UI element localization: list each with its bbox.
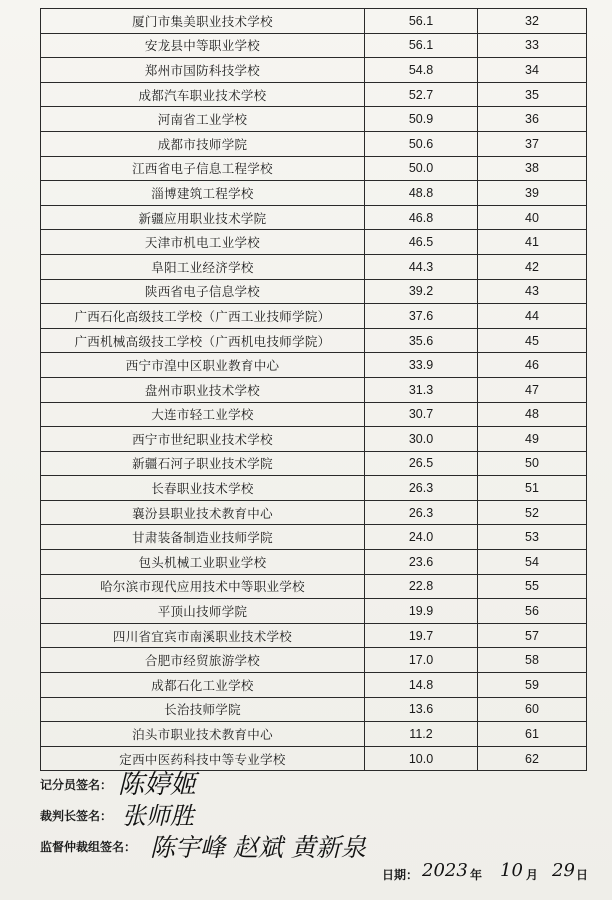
score-cell: 19.9 <box>365 599 478 624</box>
rank-cell: 35 <box>478 82 587 107</box>
score-cell: 39.2 <box>365 279 478 304</box>
score-cell: 31.3 <box>365 377 478 402</box>
results-table <box>40 8 587 771</box>
score-cell: 52.7 <box>365 82 478 107</box>
rank-cell: 37 <box>478 131 587 156</box>
date-day: 29 <box>552 860 575 881</box>
table-row <box>41 254 587 279</box>
score-cell: 26.3 <box>365 500 478 525</box>
table-row <box>41 574 587 599</box>
school-name-cell: 定西中医药科技中等专业学校 <box>41 746 365 771</box>
table-row <box>41 230 587 255</box>
rank-cell: 55 <box>478 574 587 599</box>
rank-cell: 48 <box>478 402 587 427</box>
table-row <box>41 304 587 329</box>
table-row <box>41 353 587 378</box>
school-name-cell: 平顶山技师学院 <box>41 599 365 624</box>
score-cell: 24.0 <box>365 525 478 550</box>
rank-cell: 58 <box>478 648 587 673</box>
score-cell: 26.3 <box>365 476 478 501</box>
table-row <box>41 9 587 34</box>
supervisor-signature-label: 监督仲裁组签名： <box>40 840 137 854</box>
score-cell: 56.1 <box>365 9 478 34</box>
rank-cell: 38 <box>478 156 587 181</box>
score-cell: 46.5 <box>365 230 478 255</box>
rank-cell: 32 <box>478 9 587 34</box>
school-name-cell: 成都市技师学院 <box>41 131 365 156</box>
table-row <box>41 402 587 427</box>
rank-cell: 51 <box>478 476 587 501</box>
rank-cell: 62 <box>478 746 587 771</box>
rank-cell: 46 <box>478 353 587 378</box>
rank-cell: 49 <box>478 427 587 452</box>
school-name-cell: 长治技师学院 <box>41 697 365 722</box>
score-cell: 50.6 <box>365 131 478 156</box>
score-cell: 26.5 <box>365 451 478 476</box>
school-name-cell: 合肥市经贸旅游学校 <box>41 648 365 673</box>
table-row <box>41 181 587 206</box>
rank-cell: 42 <box>478 254 587 279</box>
rank-cell: 56 <box>478 599 587 624</box>
table-row <box>41 648 587 673</box>
score-cell: 37.6 <box>365 304 478 329</box>
rank-cell: 60 <box>478 697 587 722</box>
score-cell: 48.8 <box>365 181 478 206</box>
table-row <box>41 599 587 624</box>
table-row <box>41 550 587 575</box>
date-year-unit: 年 <box>470 868 483 882</box>
school-name-cell: 泊头市职业技术教育中心 <box>41 722 365 747</box>
rank-cell: 40 <box>478 205 587 230</box>
score-cell: 56.1 <box>365 33 478 58</box>
referee-signature: 张师胜 <box>122 802 194 830</box>
rank-cell: 45 <box>478 328 587 353</box>
rank-cell: 33 <box>478 33 587 58</box>
date-label: 日期： <box>382 868 419 882</box>
table-row <box>41 82 587 107</box>
score-cell: 33.9 <box>365 353 478 378</box>
school-name-cell: 西宁市世纪职业技术学校 <box>41 427 365 452</box>
table-row <box>41 328 587 353</box>
score-cell: 17.0 <box>365 648 478 673</box>
school-name-cell: 天津市机电工业学校 <box>41 230 365 255</box>
table-row <box>41 107 587 132</box>
rank-cell: 52 <box>478 500 587 525</box>
rank-cell: 59 <box>478 673 587 698</box>
score-cell: 50.9 <box>365 107 478 132</box>
table-row <box>41 673 587 698</box>
table-row <box>41 58 587 83</box>
rank-cell: 50 <box>478 451 587 476</box>
school-name-cell: 淄博建筑工程学校 <box>41 181 365 206</box>
score-cell: 50.0 <box>365 156 478 181</box>
school-name-cell: 广西石化高级技工学校（广西工业技师学院） <box>41 304 365 329</box>
rank-cell: 34 <box>478 58 587 83</box>
table-row <box>41 500 587 525</box>
school-name-cell: 西宁市湟中区职业教育中心 <box>41 353 365 378</box>
date-year: 2023 <box>422 860 468 881</box>
table-row <box>41 377 587 402</box>
score-cell: 30.7 <box>365 402 478 427</box>
table-row <box>41 427 587 452</box>
score-cell: 35.6 <box>365 328 478 353</box>
school-name-cell: 成都汽车职业技术学校 <box>41 82 365 107</box>
score-cell: 46.8 <box>365 205 478 230</box>
date-month-unit: 月 <box>526 868 539 882</box>
score-cell: 22.8 <box>365 574 478 599</box>
school-name-cell: 甘肃装备制造业技师学院 <box>41 525 365 550</box>
score-cell: 30.0 <box>365 427 478 452</box>
table-row <box>41 476 587 501</box>
date-day-unit: 日 <box>576 868 589 882</box>
score-cell: 19.7 <box>365 623 478 648</box>
table-row <box>41 525 587 550</box>
score-cell: 54.8 <box>365 58 478 83</box>
school-name-cell: 陕西省电子信息学校 <box>41 279 365 304</box>
school-name-cell: 广西机械高级技工学校（广西机电技师学院） <box>41 328 365 353</box>
school-name-cell: 哈尔滨市现代应用技术中等职业学校 <box>41 574 365 599</box>
table-row <box>41 156 587 181</box>
supervisor-signature: 陈宇峰 赵斌 黄新泉 <box>150 833 366 862</box>
school-name-cell: 盘州市职业技术学校 <box>41 377 365 402</box>
results-table-body <box>41 9 587 771</box>
school-name-cell: 阜阳工业经济学校 <box>41 254 365 279</box>
school-name-cell: 大连市轻工业学校 <box>41 402 365 427</box>
table-row <box>41 279 587 304</box>
table-row <box>41 33 587 58</box>
scorer-signature: 陈婷姬 <box>118 770 197 800</box>
school-name-cell: 长春职业技术学校 <box>41 476 365 501</box>
rank-cell: 53 <box>478 525 587 550</box>
school-name-cell: 安龙县中等职业学校 <box>41 33 365 58</box>
score-cell: 14.8 <box>365 673 478 698</box>
rank-cell: 47 <box>478 377 587 402</box>
rank-cell: 39 <box>478 181 587 206</box>
rank-cell: 43 <box>478 279 587 304</box>
rank-cell: 44 <box>478 304 587 329</box>
score-cell: 11.2 <box>365 722 478 747</box>
score-cell: 44.3 <box>365 254 478 279</box>
rank-cell: 61 <box>478 722 587 747</box>
scorer-signature-label: 记分员签名： <box>40 778 113 792</box>
score-cell: 23.6 <box>365 550 478 575</box>
table-row <box>41 697 587 722</box>
school-name-cell: 江西省电子信息工程学校 <box>41 156 365 181</box>
rank-cell: 36 <box>478 107 587 132</box>
table-row <box>41 205 587 230</box>
score-cell: 10.0 <box>365 746 478 771</box>
school-name-cell: 成都石化工业学校 <box>41 673 365 698</box>
rank-cell: 54 <box>478 550 587 575</box>
school-name-cell: 厦门市集美职业技术学校 <box>41 9 365 34</box>
school-name-cell: 襄汾县职业技术教育中心 <box>41 500 365 525</box>
table-row <box>41 722 587 747</box>
school-name-cell: 郑州市国防科技学校 <box>41 58 365 83</box>
score-cell: 13.6 <box>365 697 478 722</box>
school-name-cell: 包头机械工业职业学校 <box>41 550 365 575</box>
school-name-cell: 河南省工业学校 <box>41 107 365 132</box>
school-name-cell: 新疆石河子职业技术学院 <box>41 451 365 476</box>
table-row <box>41 451 587 476</box>
rank-cell: 57 <box>478 623 587 648</box>
table-row <box>41 131 587 156</box>
school-name-cell: 新疆应用职业技术学院 <box>41 205 365 230</box>
school-name-cell: 四川省宜宾市南溪职业技术学校 <box>41 623 365 648</box>
date-month: 10 <box>500 860 523 881</box>
rank-cell: 41 <box>478 230 587 255</box>
table-row <box>41 623 587 648</box>
referee-signature-label: 裁判长签名： <box>40 809 113 823</box>
